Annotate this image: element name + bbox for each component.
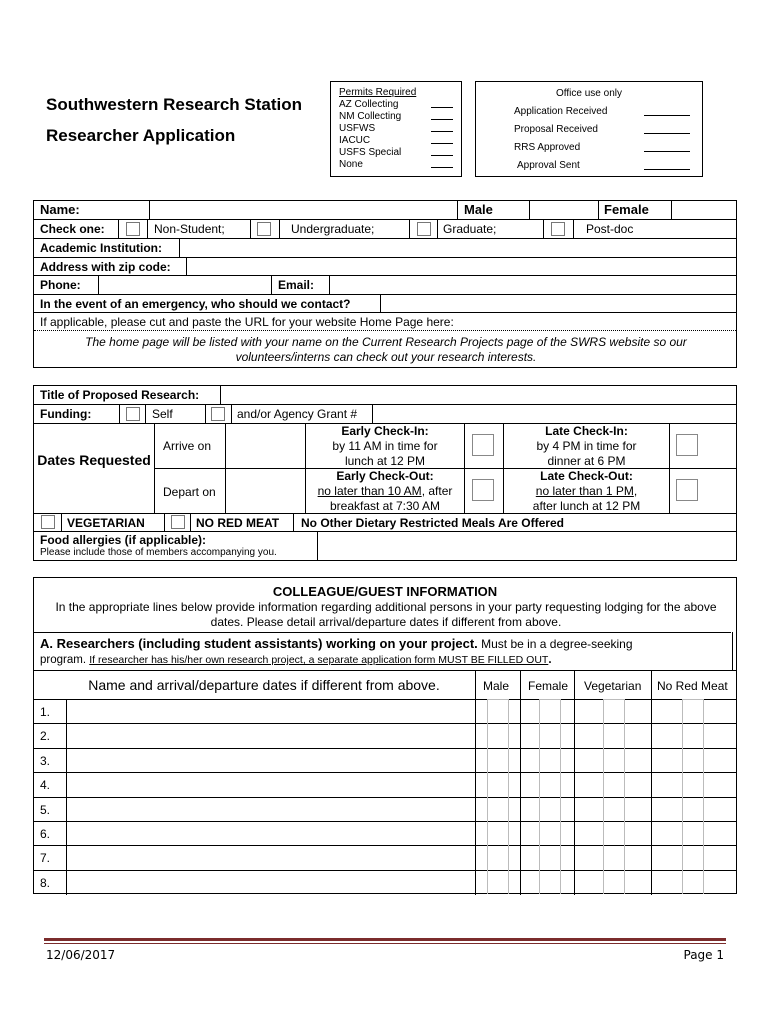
- colleague-vegetarian-box[interactable]: [603, 797, 625, 821]
- colleague-name-field[interactable]: [67, 797, 475, 821]
- row-number: 4.: [40, 778, 51, 793]
- early-checkin-checkbox[interactable]: [472, 434, 494, 456]
- colleague-no-red-meat-box[interactable]: [682, 772, 704, 796]
- colleague-vegetarian-box[interactable]: [603, 772, 625, 796]
- colleague-name-field[interactable]: [67, 723, 475, 747]
- colleague-no-red-meat-box[interactable]: [682, 748, 704, 772]
- colleague-name-field[interactable]: [67, 699, 475, 723]
- allergies-field[interactable]: [318, 531, 737, 561]
- undergraduate-label: Undergraduate;: [291, 222, 375, 236]
- colleague-no-red-meat-box[interactable]: [682, 797, 704, 821]
- phone-field[interactable]: [99, 276, 271, 294]
- research-title-field[interactable]: [221, 386, 737, 404]
- colleague-no-red-meat-box[interactable]: [682, 699, 704, 723]
- non-student-label: Non-Student;: [154, 222, 225, 236]
- self-label: Self: [152, 407, 173, 421]
- dates-requested-label: Dates Requested: [37, 452, 151, 468]
- graduate-label: Graduate;: [443, 222, 497, 236]
- colleague-heading: COLLEAGUE/GUEST INFORMATION: [272, 584, 498, 599]
- colleague-female-box[interactable]: [539, 797, 561, 821]
- early-checkout-text: Early Check-Out: no later than 10 AM, after breakfast at 7:30 AM: [317, 469, 453, 513]
- late-checkout-text: Late Check-Out: no later than 1 PM, after lunch at 12 PM: [532, 469, 641, 513]
- research-title-label: Title of Proposed Research:: [40, 388, 200, 402]
- funding-label: Funding:: [40, 407, 92, 421]
- colleague-name-field[interactable]: [67, 772, 475, 796]
- late-checkin-checkbox[interactable]: [676, 434, 698, 456]
- footer-rule: [44, 938, 726, 941]
- email-label: Email:: [278, 278, 315, 292]
- male-label: Male: [464, 202, 493, 217]
- vegetarian-label: VEGETARIAN: [67, 516, 145, 530]
- early-checkin-text: Early Check-In: by 11 AM in time for lunch at 12 PM: [332, 424, 438, 468]
- colleague-name-field[interactable]: [67, 870, 475, 894]
- email-field[interactable]: [330, 276, 737, 294]
- section-a-heading: A. Researchers (including student assistants) working on your project. Must be in a degree-seeking program. If researcher has his/her own research project, a separate application form MUST BE FILLED OUT.: [40, 636, 633, 666]
- colleague-no-red-meat-box[interactable]: [682, 723, 704, 747]
- colleague-table: [33, 577, 737, 894]
- depart-date-field[interactable]: [226, 468, 305, 513]
- colleague-male-box[interactable]: [487, 723, 509, 747]
- col-name-header: Name and arrival/departure dates if different from above.: [88, 677, 440, 693]
- box-guide: [487, 699, 509, 700]
- self-funding-checkbox[interactable]: [126, 407, 140, 421]
- office-use-box: [475, 81, 703, 177]
- colleague-male-box[interactable]: [487, 699, 509, 723]
- institution-field[interactable]: [180, 239, 737, 257]
- arrive-date-field[interactable]: [226, 423, 305, 468]
- arrive-on-label: Arrive on: [163, 439, 212, 453]
- no-red-meat-label: NO RED MEAT: [196, 516, 280, 530]
- name-label: Name:: [40, 202, 80, 217]
- col-male-header: Male: [483, 679, 510, 693]
- research-table: [33, 385, 737, 561]
- late-checkout-checkbox[interactable]: [676, 479, 698, 501]
- female-label: Female: [604, 202, 649, 217]
- colleague-male-box[interactable]: [487, 772, 509, 796]
- permit-usfs: USFS Special: [339, 147, 402, 158]
- colleague-female-box[interactable]: [539, 748, 561, 772]
- phone-label: Phone:: [40, 278, 81, 292]
- permits-box: [330, 81, 462, 177]
- permit-nm: NM Collecting: [339, 111, 402, 122]
- colleague-name-field[interactable]: [67, 821, 475, 845]
- colleague-vegetarian-box[interactable]: [603, 748, 625, 772]
- box-guide: [603, 699, 625, 700]
- office-app-received: Application Received: [514, 106, 608, 117]
- male-field[interactable]: [530, 201, 598, 219]
- colleague-male-box[interactable]: [487, 821, 509, 845]
- colleague-vegetarian-box[interactable]: [603, 870, 625, 894]
- emergency-label: In the event of an emergency, who should we contact?: [40, 297, 351, 311]
- colleague-female-box[interactable]: [539, 772, 561, 796]
- agency-grant-field[interactable]: [373, 405, 737, 423]
- allergies-label: Food allergies (if applicable):: [40, 533, 207, 547]
- check-one-label: Check one:: [40, 222, 105, 236]
- colleague-female-box[interactable]: [539, 821, 561, 845]
- office-heading: Office use only: [556, 88, 622, 99]
- colleague-female-box[interactable]: [539, 699, 561, 723]
- permit-az: AZ Collecting: [339, 99, 399, 110]
- office-rrs-approved: RRS Approved: [514, 142, 581, 153]
- colleague-vegetarian-box[interactable]: [603, 821, 625, 845]
- colleague-male-box[interactable]: [487, 845, 509, 869]
- colleague-female-box[interactable]: [539, 870, 561, 894]
- early-checkout-checkbox[interactable]: [472, 479, 494, 501]
- colleague-male-box[interactable]: [487, 748, 509, 772]
- form-title: Researcher Application: [46, 126, 236, 145]
- agency-grant-checkbox[interactable]: [211, 407, 225, 421]
- colleague-male-box[interactable]: [487, 870, 509, 894]
- name-field[interactable]: [150, 201, 457, 219]
- row-number: 1.: [40, 705, 51, 719]
- box-guide: [682, 699, 704, 700]
- colleague-no-red-meat-box[interactable]: [682, 870, 704, 894]
- permit-usfws: USFWS: [339, 123, 376, 134]
- agency-grant-label: and/or Agency Grant #: [237, 407, 358, 421]
- row-number: 5.: [40, 802, 51, 817]
- address-label: Address with zip code:: [40, 260, 171, 274]
- postdoc-checkbox[interactable]: [551, 222, 565, 236]
- footer-rule-thin: [44, 943, 726, 944]
- graduate-checkbox[interactable]: [417, 222, 431, 236]
- permit-iacuc: IACUC: [339, 135, 371, 146]
- colleague-vegetarian-box[interactable]: [603, 723, 625, 747]
- late-checkin-text: Late Check-In: by 4 PM in time for dinner at 6 PM: [536, 424, 637, 468]
- box-guide: [539, 699, 561, 700]
- colleague-name-field[interactable]: [67, 748, 475, 772]
- personal-info-table: [33, 200, 737, 368]
- station-name: Southwestern Research Station: [46, 95, 303, 114]
- office-approval-sent: Approval Sent: [517, 160, 580, 171]
- permits-heading: Permits Required: [339, 87, 417, 98]
- url-label: If applicable, please cut and paste the URL for your website Home Page here:: [40, 315, 454, 329]
- colleague-vegetarian-box[interactable]: [603, 699, 625, 723]
- colleague-name-field[interactable]: [67, 845, 475, 869]
- footer-page: Page 1: [683, 948, 724, 962]
- colleague-no-red-meat-box[interactable]: [682, 821, 704, 845]
- row-number: 8.: [40, 875, 51, 890]
- row-number: 2.: [40, 729, 51, 744]
- permit-none: None: [339, 159, 363, 170]
- postdoc-label: Post-doc: [586, 222, 634, 236]
- colleague-female-box[interactable]: [539, 845, 561, 869]
- colleague-no-red-meat-box[interactable]: [682, 845, 704, 869]
- depart-on-label: Depart on: [163, 485, 216, 499]
- homepage-note: The home page will be listed with your name on the Current Research Projects page of the SWRS website so our volunteers/interns can check out your research interests.: [85, 335, 687, 364]
- row-number: 6.: [40, 827, 51, 841]
- colleague-intro: In the appropriate lines below provide information regarding additional persons in your party requesting lodging for the above dates. Please detail arrival/departure dates if different from above.: [55, 600, 717, 629]
- female-field[interactable]: [672, 201, 737, 219]
- col-female-header: Female: [528, 679, 569, 693]
- footer-date: 12/06/2017: [46, 948, 116, 962]
- office-proposal-received: Proposal Received: [514, 124, 598, 135]
- colleague-female-box[interactable]: [539, 723, 561, 747]
- colleague-vegetarian-box[interactable]: [603, 845, 625, 869]
- undergraduate-checkbox[interactable]: [257, 222, 271, 236]
- vegetarian-checkbox[interactable]: [41, 515, 55, 529]
- non-student-checkbox[interactable]: [126, 222, 140, 236]
- row-number: 7.: [40, 851, 51, 866]
- institution-label: Academic Institution:: [40, 241, 163, 255]
- col-veg-header: Vegetarian: [584, 679, 642, 693]
- emergency-field[interactable]: [381, 295, 737, 312]
- colleague-male-box[interactable]: [487, 797, 509, 821]
- col-nrm-header: No Red Meat: [657, 679, 728, 693]
- allergies-note: Please include those of members accompanying you.: [40, 547, 277, 558]
- row-number: 3.: [40, 753, 51, 768]
- dietary-note: No Other Dietary Restricted Meals Are Offered: [301, 516, 564, 530]
- address-field[interactable]: [187, 258, 737, 275]
- no-red-meat-checkbox[interactable]: [171, 515, 185, 529]
